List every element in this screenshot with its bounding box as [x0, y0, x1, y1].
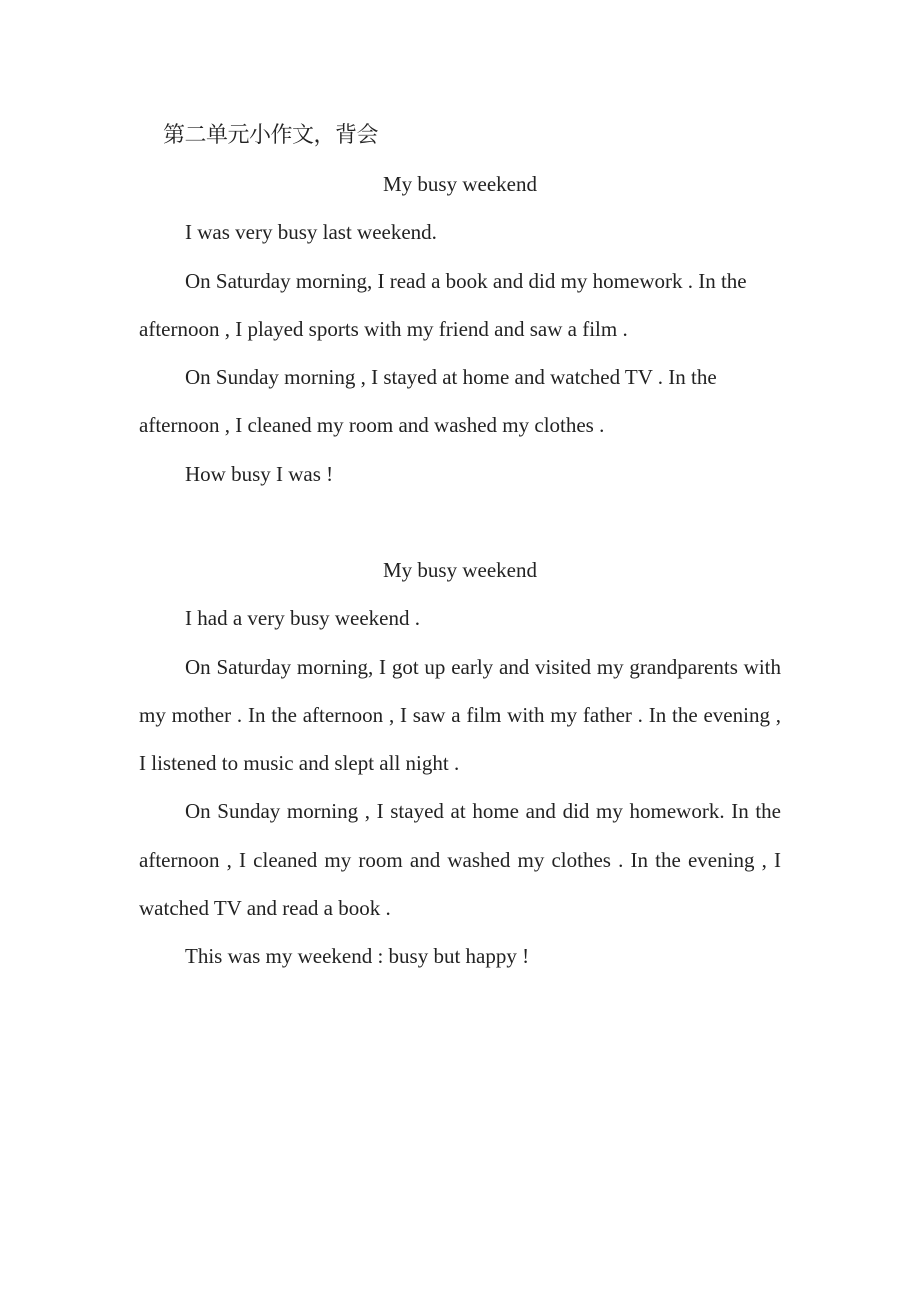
essay-2-paragraph-4: This was my weekend : busy but happy !	[185, 944, 530, 969]
unit-heading: 第二单元小作文，背会	[163, 123, 379, 148]
essay-2-title: My busy weekend	[383, 558, 537, 582]
essay-2-paragraph-3: On Sunday morning , I stayed at home and did my homework. In the afternoon , I cleaned my room and washed my clothes . In the evening , I watched TV and read a book .	[139, 799, 781, 921]
essay-1-paragraph-4: How busy I was !	[185, 461, 334, 486]
essay-1-paragraph-2: On Saturday morning, I read a book and did my homework . In the afternoon , I played sports with my friend and saw a film .	[139, 268, 747, 341]
essay-1-paragraph-1: I was very busy last weekend.	[185, 220, 437, 245]
essay-1	[139, 160, 781, 498]
essay-2	[139, 546, 781, 981]
essay-2-paragraph-2: On Saturday morning, I got up early and visited my grandparents with my mother . In the afternoon , I saw a film with my father . In the evening , I listened to music and slept all night .	[139, 654, 781, 776]
essay-1-title: My busy weekend	[383, 172, 537, 196]
essay-2-paragraph-1: I had a very busy weekend .	[185, 606, 420, 631]
essay-1-paragraph-3: On Sunday morning , I stayed at home and watched TV . In the afternoon , I cleaned my room and washed my clothes .	[139, 365, 717, 438]
